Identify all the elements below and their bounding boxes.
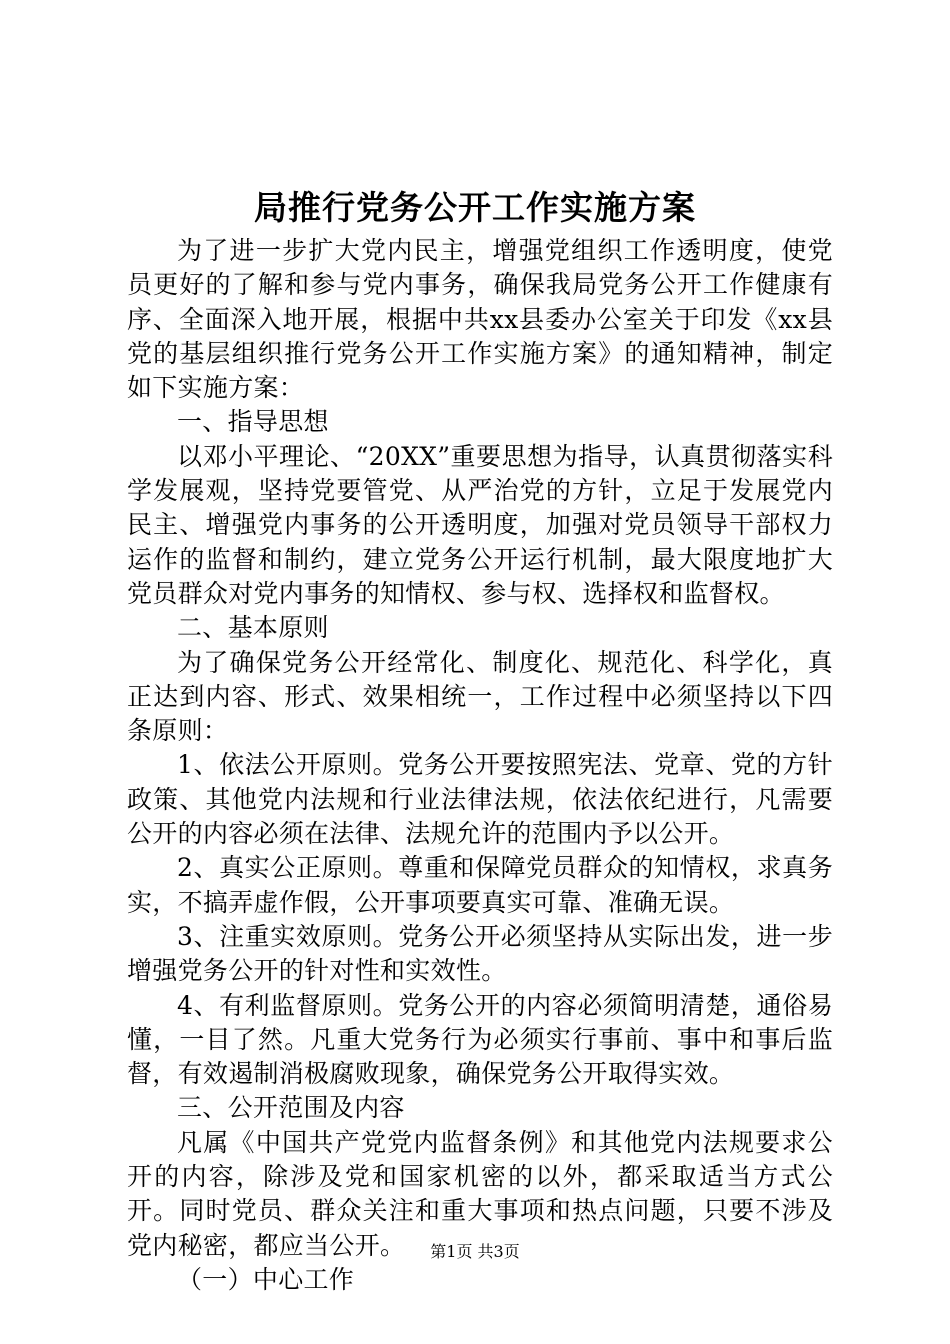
principles-intro-paragraph: 为了确保党务公开经常化、制度化、规范化、科学化，真正达到内容、形式、效果相统一，工作过程中必须坚持以下四条原则： bbox=[127, 647, 833, 746]
principle-2-paragraph: 2、真实公正原则。尊重和保障党员群众的知情权，求真务实，不搞弄虚作假，公开事项要真实可靠、准确无误。 bbox=[127, 853, 833, 917]
section-heading-guiding-thought: 一、指导思想 bbox=[177, 407, 329, 437]
principle-3-paragraph: 3、注重实效原则。党务公开必须坚持从实际出发，进一步增强党务公开的针对性和实效性。 bbox=[127, 921, 833, 986]
section-heading-scope-content: 三、公开范围及内容 bbox=[177, 1093, 405, 1123]
principle-4-paragraph: 4、有利监督原则。党务公开的内容必须简明清楚，通俗易懂，一目了然。凡重大党务行为必须实行事前、事中和事后监督，有效遏制消极腐败现象，确保党务公开取得实效。 bbox=[127, 990, 833, 1089]
subsection-heading-central-work: （一）中心工作 bbox=[177, 1264, 355, 1294]
page-footer: 第1页 共3页 bbox=[430, 1242, 520, 1261]
section-heading-basic-principles: 二、基本原则 bbox=[177, 613, 329, 643]
document-title: 局推行党务公开工作实施方案 bbox=[254, 188, 696, 227]
document-body bbox=[127, 234, 833, 1297]
scope-content-paragraph: 凡属《中国共产党党内监督条例》和其他党内法规要求公开的内容，除涉及党和国家机密的以外，都采取适当方式公开。同时党员、群众关注和重大事项和热点问题，只要不涉及党内秘密，都应当公开。 bbox=[127, 1127, 833, 1260]
principle-1-paragraph: 1、依法公开原则。党务公开要按照宪法、党章、党的方针政策、其他党内法规和行业法律法规，依法依纪进行，凡需要公开的内容必须在法律、法规允许的范围内予以公开。 bbox=[127, 750, 833, 849]
intro-paragraph: 为了进一步扩大党内民主，增强党组织工作透明度，使党员更好的了解和参与党内事务，确保我局党务公开工作健康有序、全面深入地开展，根据中共xx县委办公室关于印发《xx县党的基层组织推行党务公开工作实施方案》的通知精神，制定如下实施方案： bbox=[127, 236, 833, 403]
guiding-thought-paragraph: 以邓小平理论、“20XX”重要思想为指导，认真贯彻落实科学发展观，坚持党要管党、从严治党的方针，立足于发展党内民主、增强党内事务的公开透明度，加强对党员领导干部权力运作的监督和制约，建立党务公开运行机制，最大限度地扩大党员群众对党内事务的知情权、参与权、选择权和监督权。 bbox=[127, 441, 833, 608]
